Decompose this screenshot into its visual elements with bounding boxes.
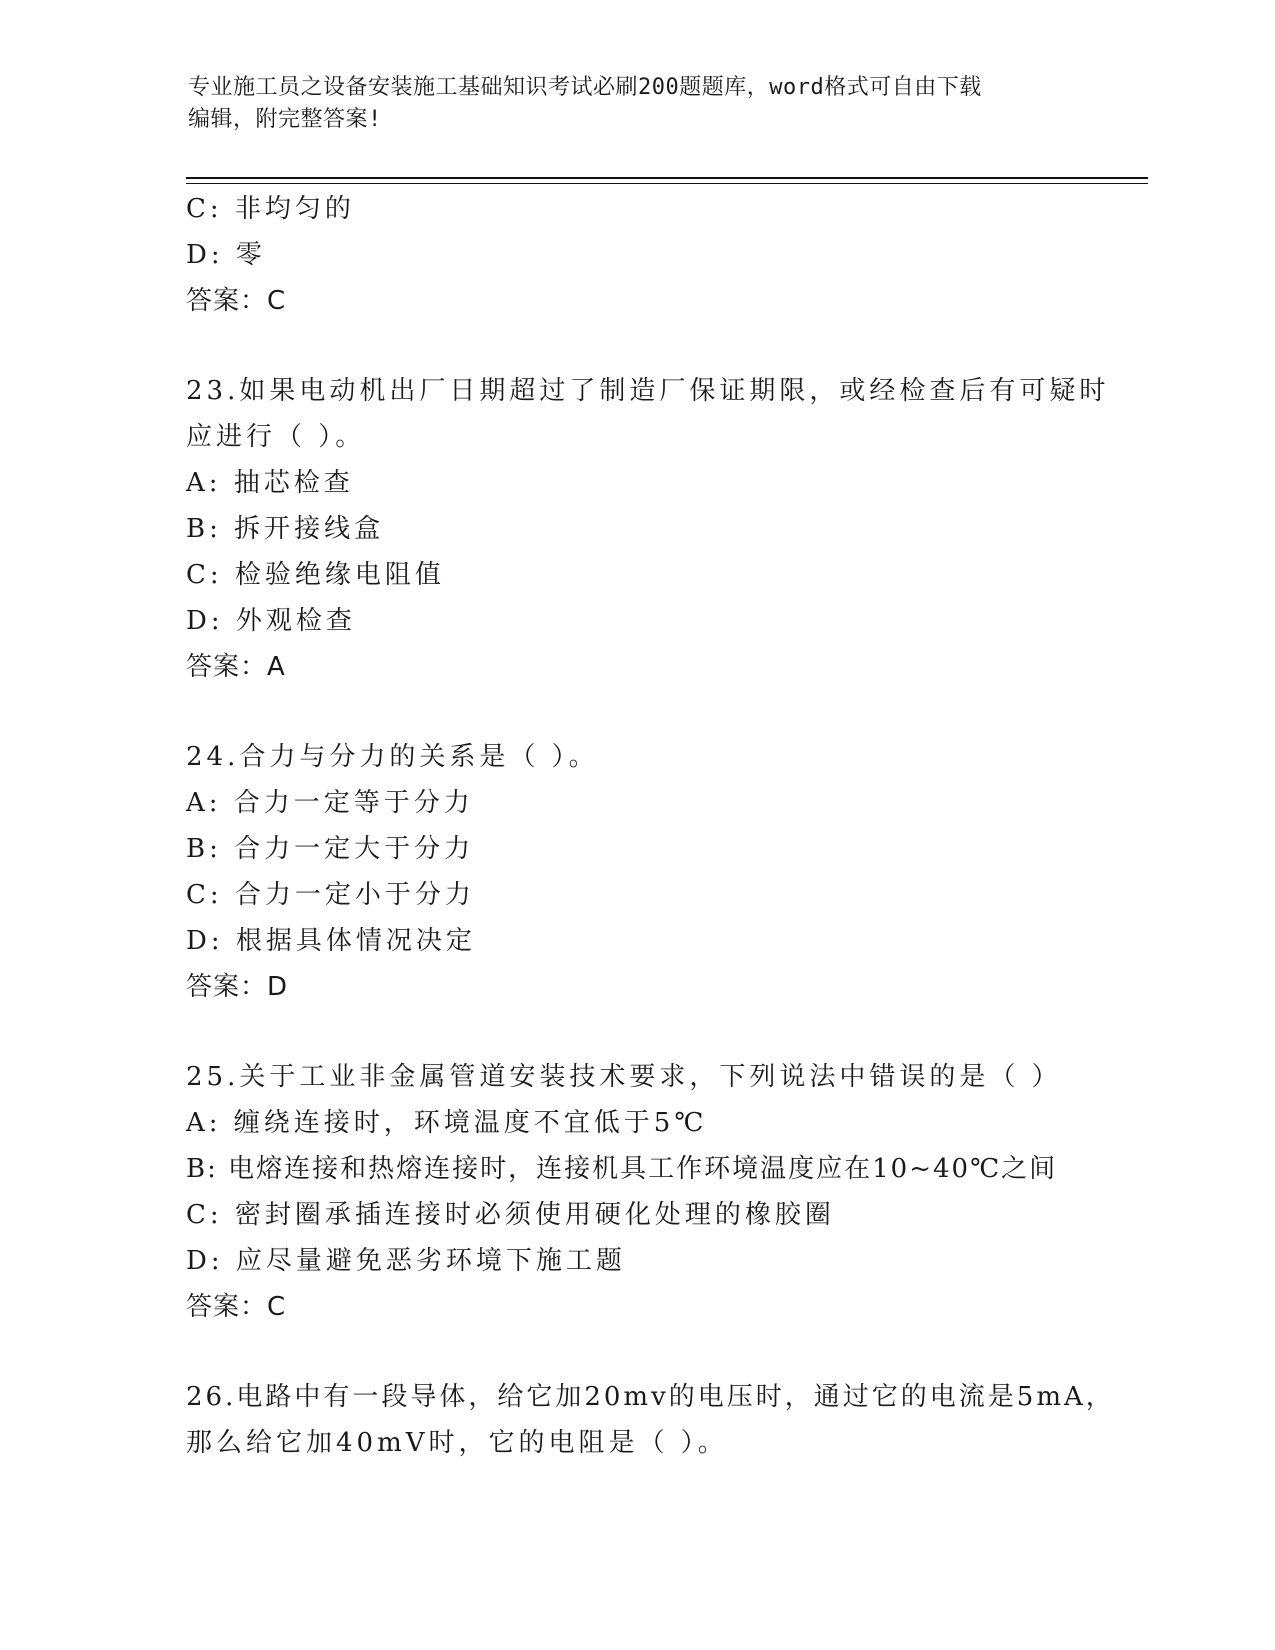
question-25-option-a: A: 缠绕连接时，环境温度不宜低于5℃ (186, 1108, 708, 1138)
question-22-tail (186, 186, 1136, 324)
header-divider-thin (186, 183, 1148, 184)
question-25-option-c: C: 密封圈承插连接时必须使用硬化处理的橡胶圈 (186, 1200, 835, 1230)
question-22-option-c: C: 非均匀的 (186, 194, 355, 224)
question-23-option-b: B: 拆开接线盒 (186, 514, 385, 544)
question-23-answer: 答案：A (186, 652, 286, 682)
question-24-option-c: C: 合力一定小于分力 (186, 880, 475, 910)
question-23-option-c: C: 检验绝缘电阻值 (186, 560, 445, 590)
header-divider-thick (186, 177, 1148, 179)
question-26-stem-line-1: 26.电路中有一段导体，给它加20mv的电压时，通过它的电流是5mA， (186, 1382, 1115, 1412)
question-23-option-d: D: 外观检查 (186, 606, 356, 636)
question-24-stem-line-1: 24.合力与分力的关系是（ ）。 (186, 742, 599, 772)
header-title-line-1: 专业施工员之设备安装施工基础知识考试必刷200题题库，word格式可自由下载 (188, 75, 982, 100)
question-24-option-b: B: 合力一定大于分力 (186, 834, 475, 864)
spacer (186, 1330, 1136, 1374)
question-25-option-b: B: 电熔连接和热熔连接时，连接机具工作环境温度应在10~40℃之间 (186, 1154, 1058, 1184)
question-23-stem-line-1: 23.如果电动机出厂日期超过了制造厂保证期限，或经检查后有可疑时 (186, 376, 1110, 406)
question-25-answer: 答案：C (186, 1292, 287, 1322)
question-22-option-d: D: 零 (186, 240, 266, 270)
question-25-option-d: D: 应尽量避免恶劣环境下施工题 (186, 1246, 626, 1276)
question-25-stem-line-1: 25.关于工业非金属管道安装技术要求，下列说法中错误的是（ ） (186, 1062, 1062, 1092)
spacer (186, 1010, 1136, 1054)
spacer (186, 324, 1136, 368)
question-25 (186, 1054, 1136, 1330)
question-22-answer: 答案：C (186, 286, 287, 316)
question-23-option-a: A: 抽芯检查 (186, 468, 354, 498)
header-title-line-2: 编辑，附完整答案! (188, 107, 382, 132)
question-24-option-d: D: 根据具体情况决定 (186, 926, 476, 956)
question-list (186, 186, 1136, 1466)
spacer (186, 690, 1136, 734)
question-24-option-a: A: 合力一定等于分力 (186, 788, 474, 818)
question-23-stem-line-2: 应进行（ ）。 (186, 422, 366, 452)
question-26-stem-line-2: 那么给它加40mV时，它的电阻是（ ）。 (186, 1428, 728, 1458)
document-header (188, 72, 1068, 136)
question-24-answer: 答案：D (186, 972, 289, 1002)
question-23 (186, 368, 1136, 690)
question-24 (186, 734, 1136, 1010)
question-26 (186, 1374, 1136, 1466)
